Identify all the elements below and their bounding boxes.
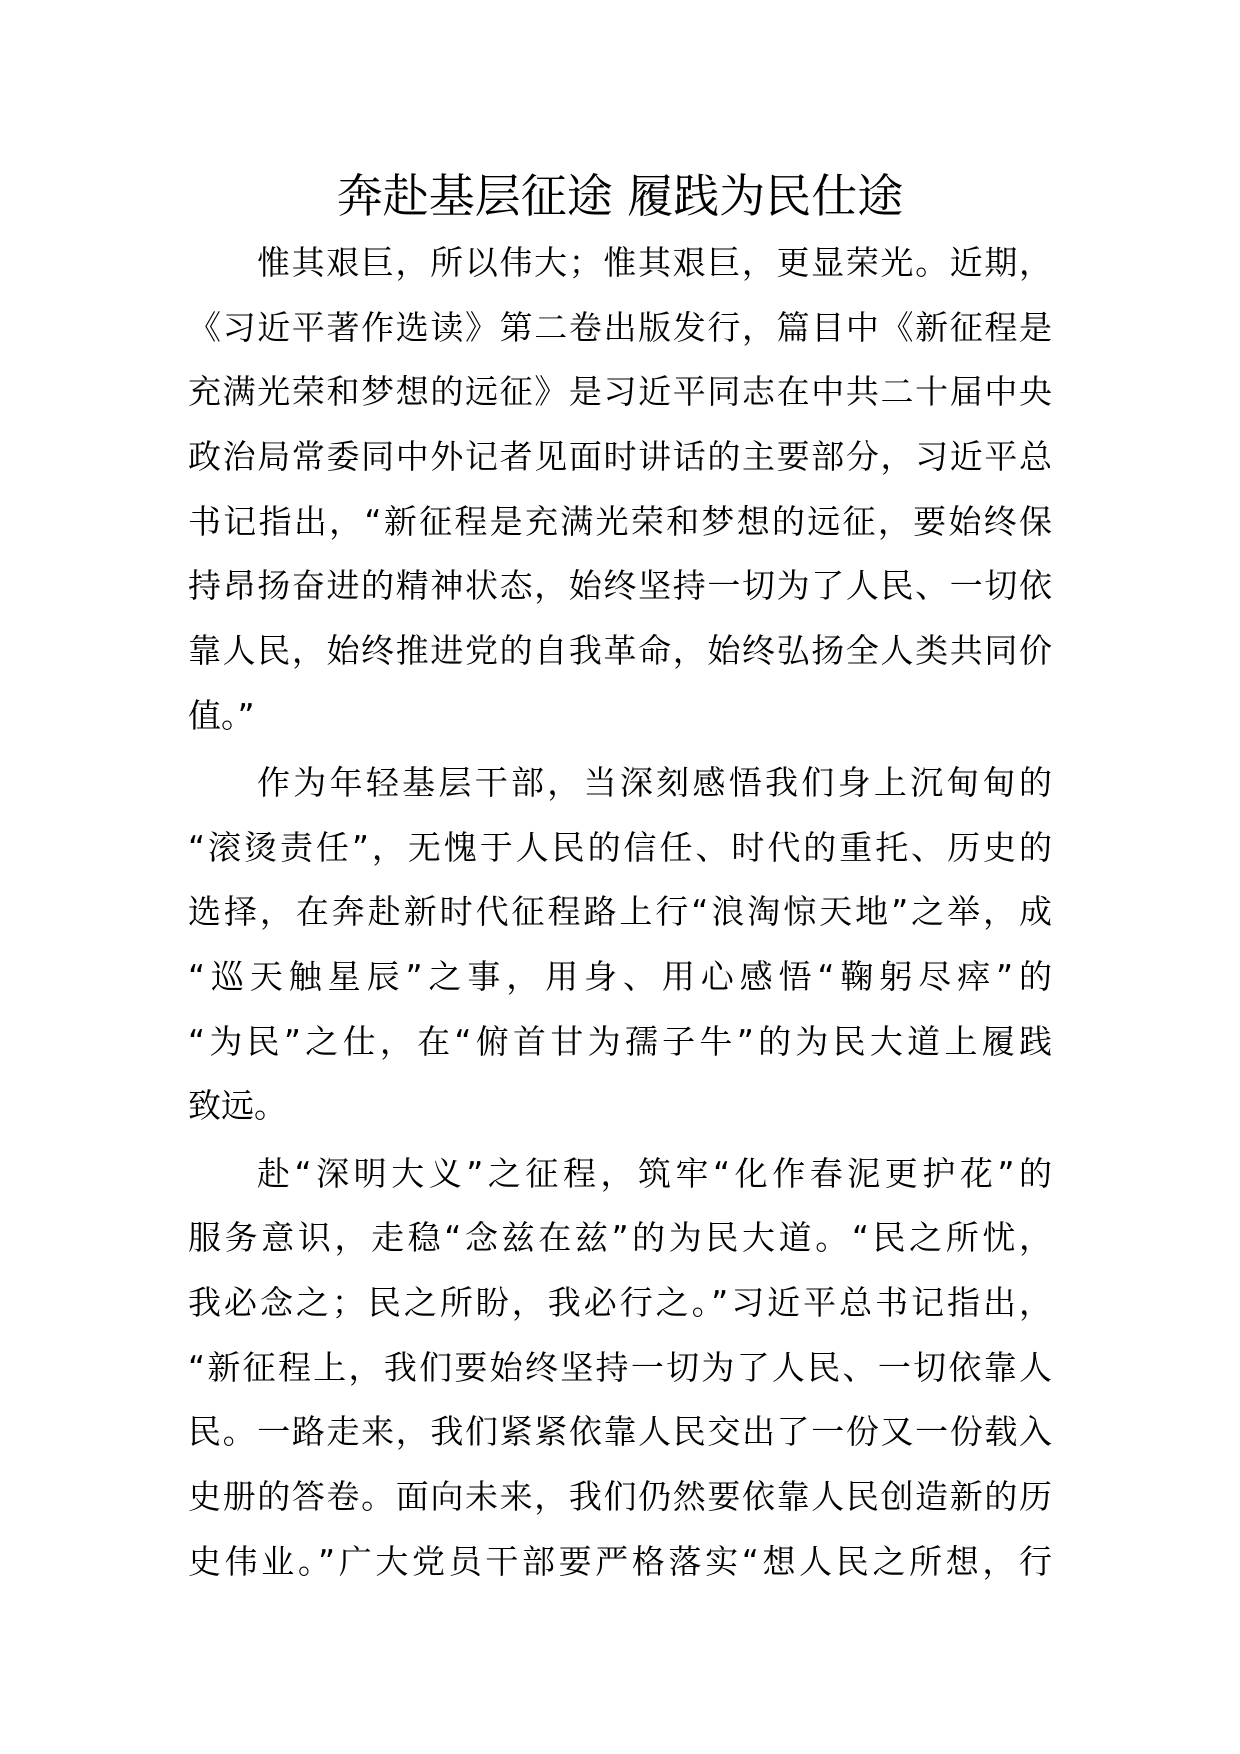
paragraph-line: 充满光荣和梦想的远征》是习近平同志在中共二十届中央 bbox=[188, 372, 1052, 412]
paragraph-line: 持昂扬奋进的精神状态，始终坚持一切为了人民、一切依 bbox=[188, 566, 1052, 606]
paragraph-line: 我必念之；民之所盼，我必行之。”习近平总书记指出， bbox=[188, 1283, 1052, 1322]
paragraph-line: 作为年轻基层干部，当深刻感悟我们身上沉甸甸的 bbox=[257, 763, 1052, 802]
paragraph-line: 史册的答卷。面向未来，我们仍然要依靠人民创造新的历 bbox=[188, 1477, 1052, 1517]
document-body bbox=[188, 231, 1052, 1594]
paragraph-line: 史伟业。”广大党员干部要严格落实“想人民之所想，行 bbox=[188, 1541, 1052, 1581]
paragraph-line: 服务意识，走稳“念兹在兹”的为民大道。“民之所忧， bbox=[188, 1218, 1052, 1258]
paragraph-line: 《习近平著作选读》第二卷出版发行，篇目中《新征程是 bbox=[188, 307, 1052, 347]
paragraph-3 bbox=[188, 1142, 1052, 1595]
paragraph-1 bbox=[188, 231, 1052, 749]
paragraph-line: “巡天触星辰”之事，用身、用心感悟“鞠躬尽瘁”的 bbox=[188, 957, 1052, 997]
paragraph-line: 选择，在奔赴新时代征程路上行“浪淘惊天地”之举，成 bbox=[188, 892, 1052, 932]
paragraph-line: 书记指出，“新征程是充满光荣和梦想的远征，要始终保 bbox=[188, 501, 1052, 541]
paragraph-line: 政治局常委同中外记者见面时讲话的主要部分，习近平总 bbox=[188, 437, 1052, 477]
paragraph-line: “新征程上，我们要始终坚持一切为了人民、一切依靠人 bbox=[188, 1347, 1052, 1387]
paragraph-line: 值。” bbox=[188, 695, 255, 735]
paragraph-line: “为民”之仕，在“俯首甘为孺子牛”的为民大道上履践 bbox=[188, 1021, 1052, 1061]
paragraph-line: 惟其艰巨，所以伟大；惟其艰巨，更显荣光。近期， bbox=[257, 243, 1052, 282]
paragraph-2 bbox=[188, 751, 1052, 1139]
paragraph-line: 赴“深明大义”之征程，筑牢“化作春泥更护花”的 bbox=[257, 1153, 1052, 1193]
paragraph-line: 致远。 bbox=[188, 1086, 287, 1126]
paragraph-line: “滚烫责任”，无愧于人民的信任、时代的重托、历史的 bbox=[188, 827, 1052, 867]
paragraph-line: 民。一路走来，我们紧紧依靠人民交出了一份又一份载入 bbox=[188, 1412, 1052, 1452]
document-title: 奔赴基层征途 履践为民仕途 bbox=[336, 169, 904, 223]
paragraph-line: 靠人民，始终推进党的自我革命，始终弘扬全人类共同价 bbox=[188, 631, 1052, 671]
